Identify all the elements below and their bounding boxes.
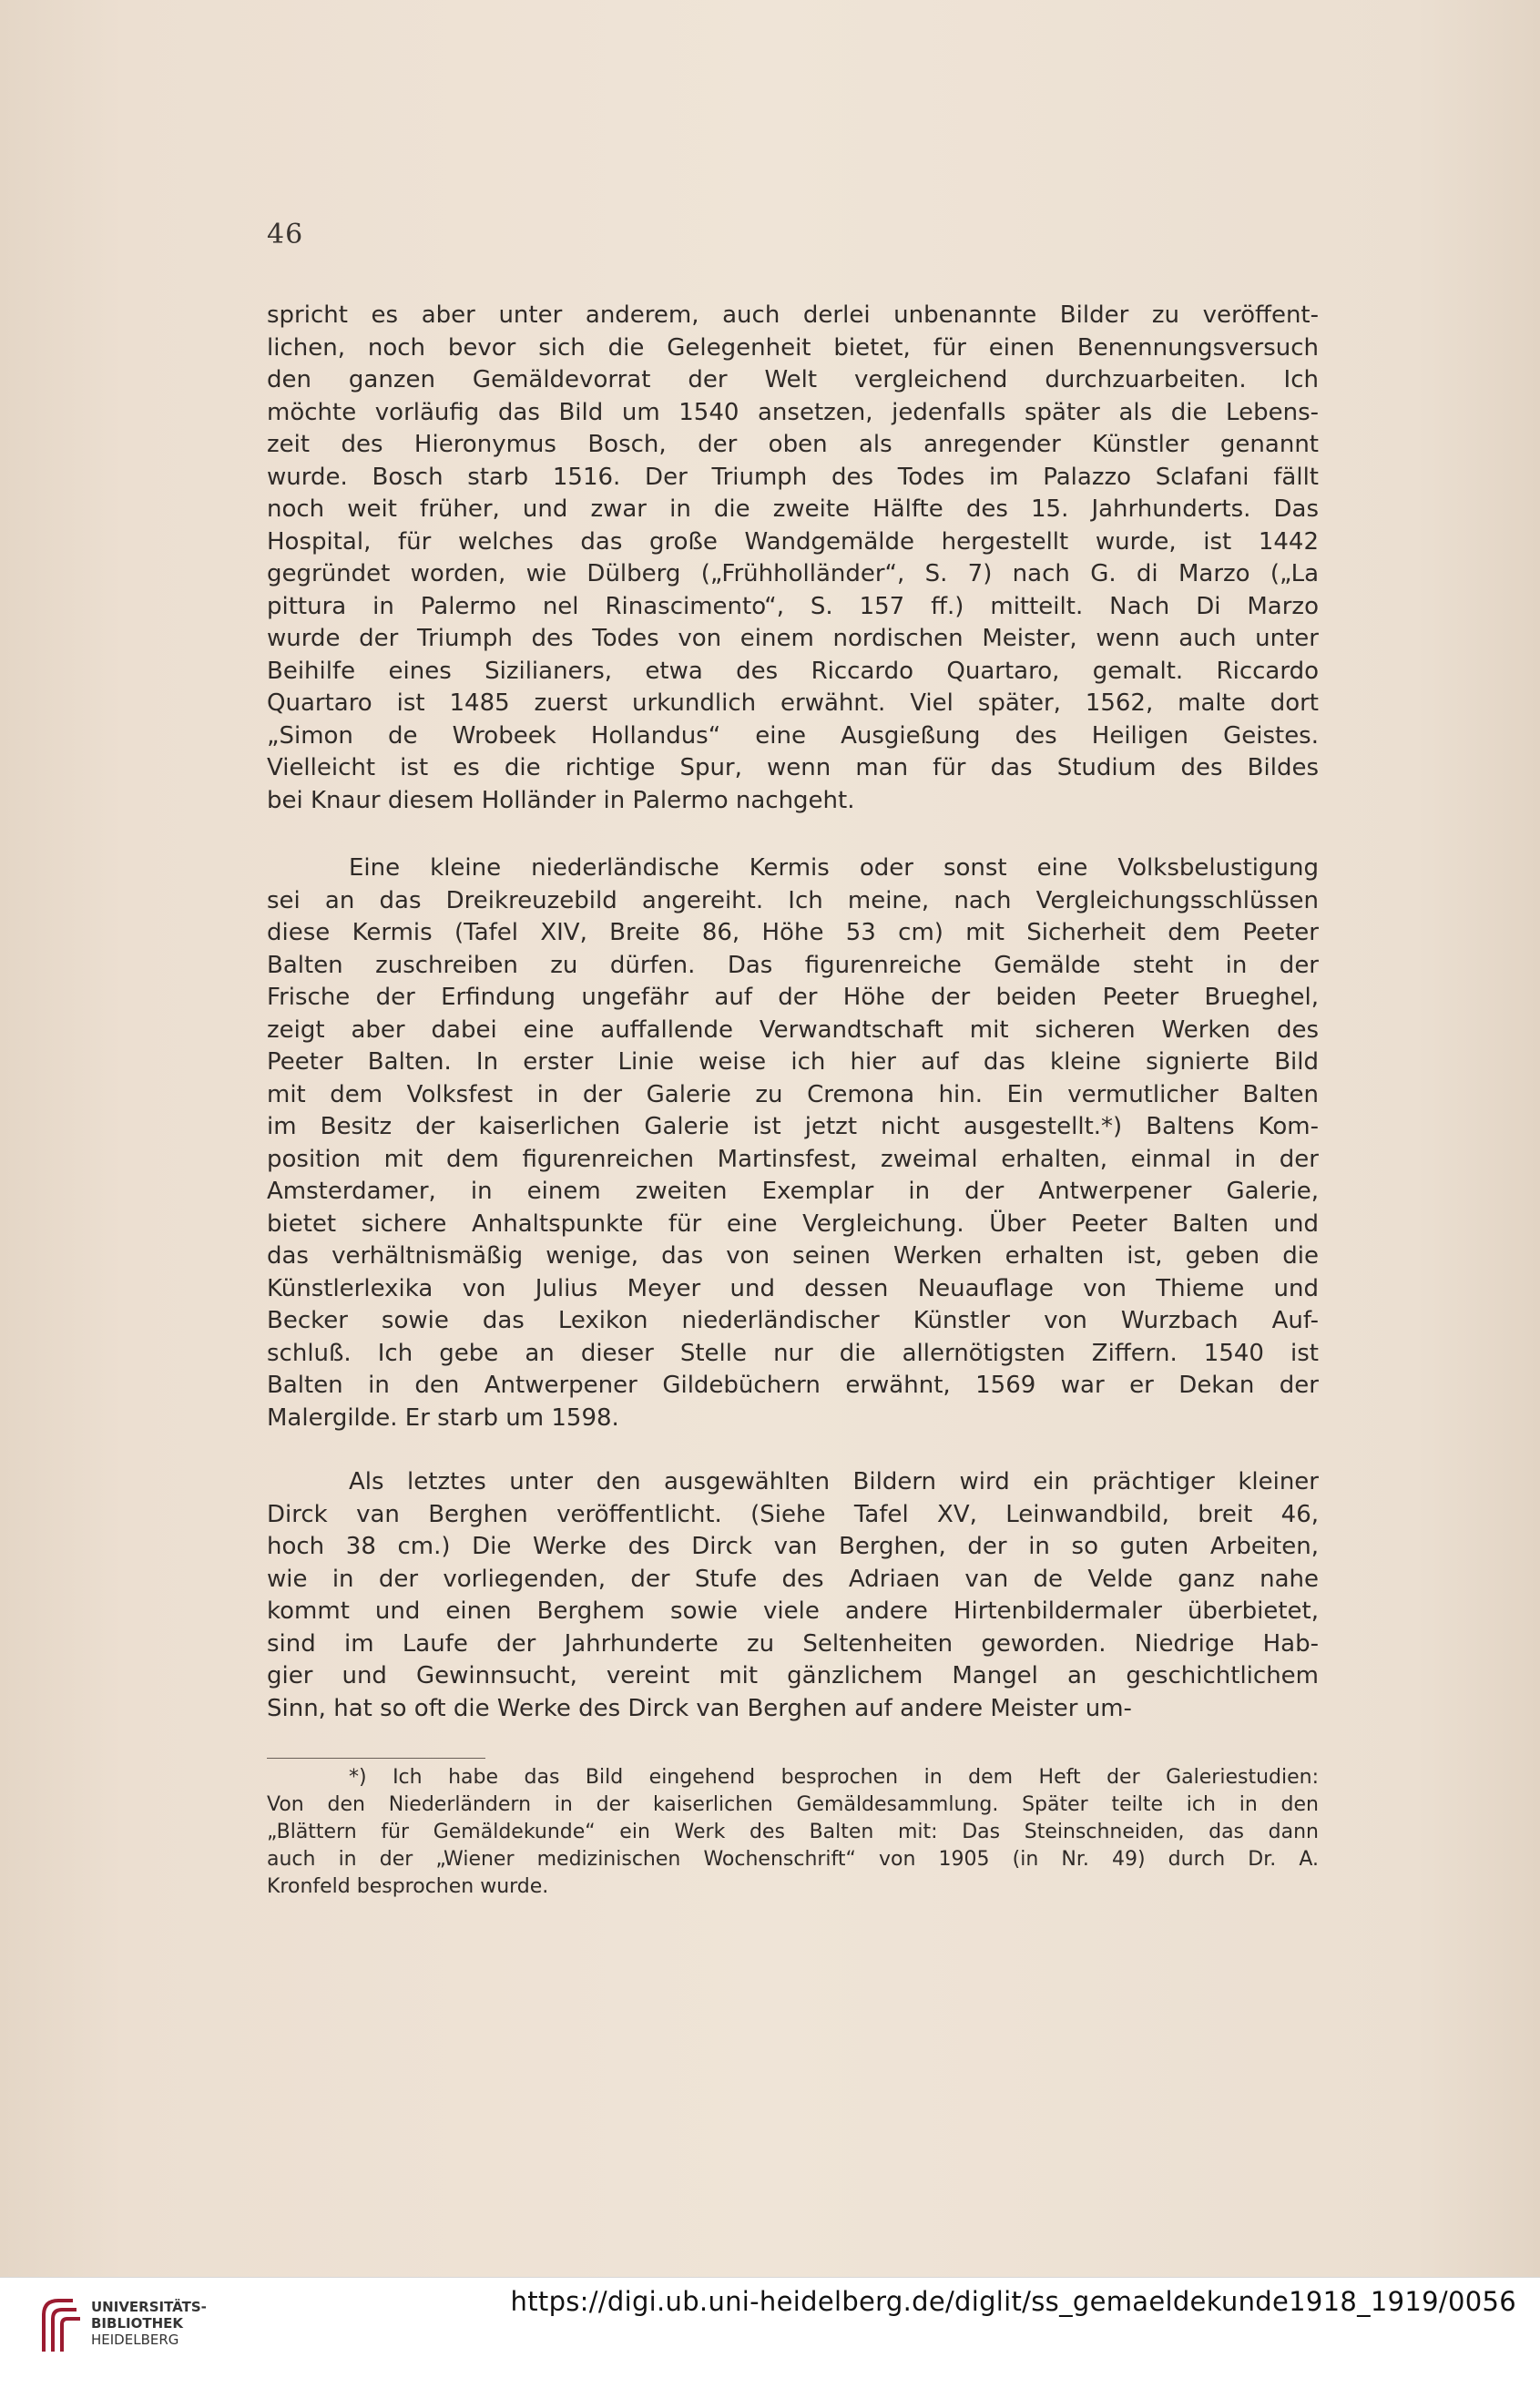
text-line: Frische der Erfindung ungefähr auf der Höhe der beiden Peeter Brueghel, (267, 984, 1319, 1011)
text-line: kommt und einen Berghem sowie viele andere Hirtenbildermaler überbietet, (267, 1597, 1319, 1625)
university-library-logo-icon[interactable] (36, 2288, 84, 2361)
footnote-divider (267, 1758, 485, 1759)
text-line: lichen, noch bevor sich die Gelegenheit bietet, für einen Benennungsversuch (267, 333, 1319, 362)
text-line: noch weit früher, und zwar in die zweite Hälfte des 15. Jahrhunderts. Das (267, 495, 1319, 523)
text-line: sind im Laufe der Jahrhunderte zu Seltenheiten geworden. Niedrige Hab- (267, 1629, 1319, 1658)
library-name[interactable] (91, 2299, 207, 2348)
paragraph-3 (267, 1466, 1319, 1725)
text-line: zeigt aber dabei eine auffallende Verwandtschaft mit sicheren Werken des (267, 1015, 1319, 1044)
text-line: mit dem Volksfest in der Galerie zu Cremona hin. Ein vermutlicher Balten (267, 1080, 1319, 1108)
text-line: hoch 38 cm.) Die Werke des Dirck van Berghen, der in so guten Arbeiten, (267, 1533, 1319, 1560)
text-line: das verhältnismäßig wenige, das von seinen Werken erhalten ist, geben die (267, 1242, 1319, 1270)
text-line: auch in der „Wiener medizinischen Wochenschrift“ von 1905 (in Nr. 49) durch Dr. A. (267, 1848, 1319, 1871)
text-line: position mit dem figurenreichen Martinsfest, zweimal erhalten, einmal in der (267, 1145, 1319, 1173)
text-line: Malergilde. Er starb um 1598. (267, 1403, 619, 1432)
text-line: pittura in Palermo nel Rinascimento“, S. 157 ff.) mitteilt. Nach Di Marzo (267, 592, 1319, 620)
text-line: bei Knaur diesem Holländer in Palermo nachgeht. (267, 786, 855, 814)
library-name-line-1: UNIVERSITÄTS- (91, 2299, 207, 2315)
text-line: „Simon de Wrobeek Hollandus“ eine Ausgießung des Heiligen Geistes. (267, 721, 1319, 750)
paragraph-1 (267, 300, 1319, 817)
text-line: Eine kleine niederländische Kermis oder sonst eine Volksbelustigung (349, 854, 1319, 882)
text-line: bietet sichere Anhaltspunkte für eine Vergleichung. Über Peeter Balten und (267, 1209, 1319, 1238)
text-line: Balten zuschreiben zu dürfen. Das figurenreiche Gemälde steht in der (267, 951, 1319, 979)
text-line: Balten in den Antwerpener Gildebüchern erwähnt, 1569 war er Dekan der (267, 1372, 1319, 1399)
text-line: Quartaro ist 1485 zuerst urkundlich erwähnt. Viel später, 1562, malte dort (267, 689, 1319, 717)
page-number: 46 (267, 219, 304, 250)
text-line: diese Kermis (Tafel XIV, Breite 86, Höhe 53 cm) mit Sicherheit dem Peeter (267, 919, 1319, 946)
text-line: Sinn, hat so oft die Werke des Dirck van Berghen auf andere Meister um- (267, 1694, 1132, 1722)
text-line: Vielleicht ist es die richtige Spur, wenn man für das Studium des Bildes (267, 754, 1319, 781)
text-line: möchte vorläufig das Bild um 1540 ansetzen, jedenfalls später als die Lebens- (267, 398, 1319, 426)
text-line: zeit des Hieronymus Bosch, der oben als anregender Künstler genannt (267, 431, 1319, 458)
text-line: Künstlerlexika von Julius Meyer und dessen Neuauflage von Thieme und (267, 1274, 1319, 1302)
text-line: Amsterdamer, in einem zweiten Exemplar in der Antwerpener Galerie, (267, 1178, 1319, 1205)
text-line: Beihilfe eines Sizilianers, etwa des Riccardo Quartaro, gemalt. Riccardo (267, 657, 1319, 685)
permalink-url[interactable]: https://digi.ub.uni-heidelberg.de/diglit/ss_gemaeldekunde1918_1919/0056 (510, 2286, 1516, 2317)
text-line: im Besitz der kaiserlichen Galerie ist jetzt nicht ausgestellt.*) Baltens Kom- (267, 1113, 1319, 1140)
text-line: Dirck van Berghen veröffentlicht. (Siehe Tafel XV, Leinwandbild, breit 46, (267, 1500, 1319, 1528)
text-line: Peeter Balten. In erster Linie weise ich hier auf das kleine signierte Bild (267, 1048, 1319, 1076)
text-line: „Blättern für Gemäldekunde“ ein Werk des Balten mit: Das Steinschneiden, das dann (267, 1821, 1319, 1843)
text-line: *) Ich habe das Bild eingehend besprochen in dem Heft der Galeriestudien: (349, 1766, 1319, 1789)
text-line: den ganzen Gemäldevorrat der Welt vergleichend durchzuarbeiten. Ich (267, 366, 1319, 393)
text-line: schluß. Ich gebe an dieser Stelle nur die allernötigsten Ziffern. 1540 ist (267, 1339, 1319, 1367)
text-line: Becker sowie das Lexikon niederländischer Künstler von Wurzbach Auf- (267, 1307, 1319, 1334)
text-line: Von den Niederländern in der kaiserlichen Gemäldesammlung. Später teilte ich in den (267, 1793, 1319, 1816)
text-line: Hospital, für welches das große Wandgemälde hergestellt wurde, ist 1442 (267, 527, 1319, 556)
text-line: spricht es aber unter anderem, auch derlei unbenannte Bilder zu veröffent- (267, 301, 1319, 329)
text-line: wie in der vorliegenden, der Stufe des Adriaen van de Velde ganz nahe (267, 1565, 1319, 1593)
text-line: gegründet worden, wie Dülberg („Frühholländer“, S. 7) nach G. di Marzo („La (267, 560, 1319, 587)
text-line: sei an das Dreikreuzebild angereiht. Ich meine, nach Vergleichungsschlüssen (267, 886, 1319, 914)
paragraph-2 (267, 852, 1319, 1434)
text-line: wurde der Triumph des Todes von einem nordischen Meister, wenn auch unter (267, 625, 1319, 652)
text-line: Als letztes unter den ausgewählten Bildern wird ein prächtiger kleiner (349, 1468, 1319, 1495)
footnote (267, 1764, 1319, 1901)
text-line: gier und Gewinnsucht, vereint mit gänzlichem Mangel an geschichtlichem (267, 1662, 1319, 1689)
library-name-line-2: BIBLIOTHEK (91, 2315, 183, 2332)
library-name-line-3: HEIDELBERG (91, 2332, 179, 2348)
text-line: wurde. Bosch starb 1516. Der Triumph des Todes im Palazzo Sclafani fällt (267, 463, 1319, 491)
text-line: Kronfeld besprochen wurde. (267, 1875, 549, 1898)
